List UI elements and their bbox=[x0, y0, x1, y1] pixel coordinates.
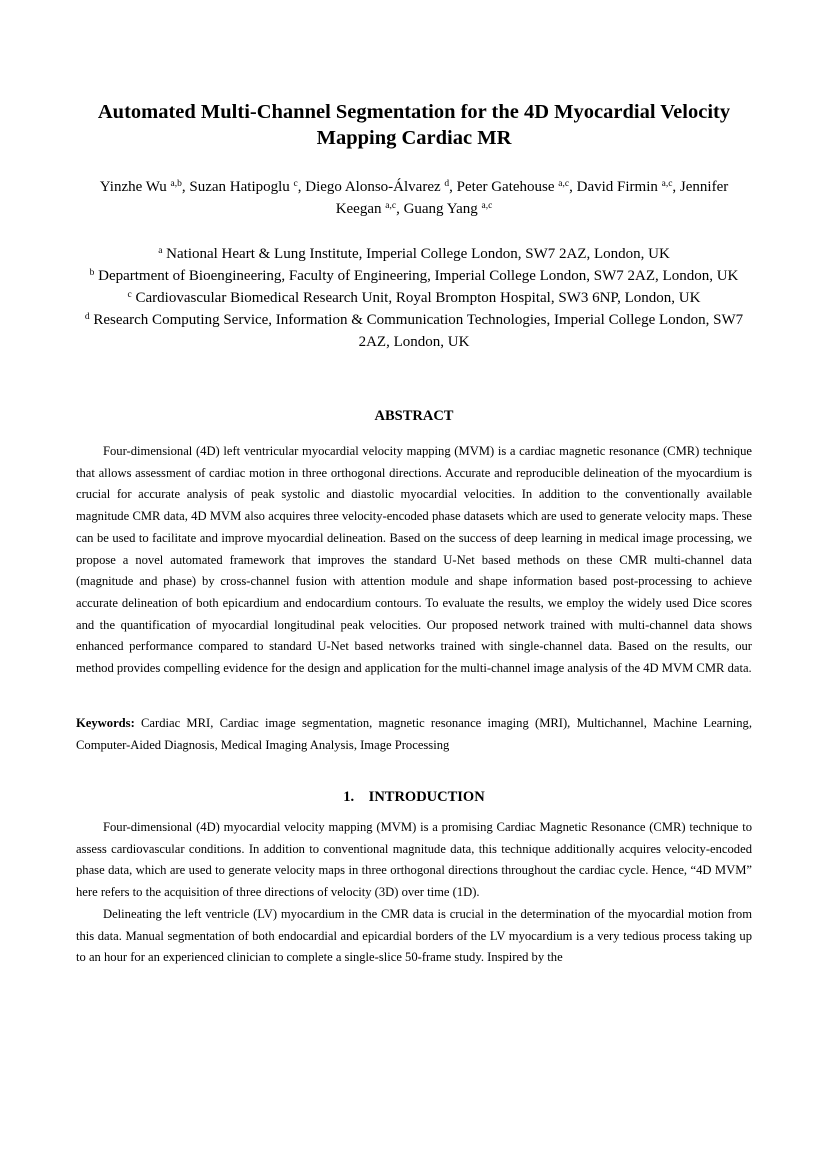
paper-title: Automated Multi-Channel Segmentation for the 4D Myocardial Velocity Mapping Cardiac MR bbox=[97, 101, 731, 149]
affiliation: $^c$ Cardiovascular Biomedical Research Unit, Royal Brompton Hospital, SW3 6NP, London, UK bbox=[127, 290, 701, 306]
author: Guang Yang $^{a,c}$ bbox=[403, 201, 493, 217]
affiliation: $^d$ Research Computing Service, Information & Communication Technologies, Imperial College London, SW7 2AZ, London, UK bbox=[84, 312, 744, 350]
affiliation-list bbox=[76, 243, 752, 353]
affiliation: $^a$ National Heart & Lung Institute, Imperial College London, SW7 2AZ, London, UK bbox=[158, 246, 670, 262]
author: David Firmin $^{a,c}$, bbox=[576, 179, 680, 195]
keywords-label: Keywords: bbox=[76, 716, 135, 730]
affiliation: $^b$ Department of Bioengineering, Faculty of Engineering, Imperial College London, SW7 2AZ, London, UK bbox=[89, 268, 739, 284]
section-heading-introduction: 1. INTRODUCTION bbox=[343, 789, 485, 805]
keywords-text: Cardiac MRI, Cardiac image segmentation, magnetic resonance imaging (MRI), Multichannel, Machine Learning, Computer-Aided Diagnosis, Medical Imaging Analysis, Image Processing bbox=[76, 716, 753, 752]
introduction-body bbox=[76, 817, 752, 969]
keywords bbox=[76, 713, 752, 756]
author: Yinzhe Wu $^{a,b}$, bbox=[99, 179, 190, 195]
intro-paragraph: Four-dimensional (4D) myocardial velocity mapping (MVM) is a promising Cardiac Magnetic Resonance (CMR) technique to assess cardiovascular conditions. In addition to conventional magnitude data, this technique additionally acquires velocity-encoded phase data, which are used to generate velocity maps in three orthogonal directions throughout the cardiac cycle. Hence, “4D MVM” here refers to the acquisition of three directions of velocity (3D) over time (1D). bbox=[76, 820, 752, 900]
author-list bbox=[76, 176, 752, 220]
author: Peter Gatehouse $^{a,c}$, bbox=[456, 179, 577, 195]
abstract-text: Four-dimensional (4D) left ventricular myocardial velocity mapping (MVM) is a cardiac magnetic resonance (CMR) technique that allows assessment of cardiac motion in three orthogonal directions. Accurate and reproducible delineation of the myocardium is crucial for accurate analysis of peak systolic and diastolic myocardial velocities. In addition to the conventionally available magnitude CMR data, 4D MVM also acquires three velocity-encoded phase datasets which are used to generate velocity maps. These can be used to facilitate and improve myocardial delineation. Based on the success of deep learning in medical image processing, we propose a novel automated framework that improves the standard U-Net based methods on these CMR multi-channel data (magnitude and phase) by cross-channel fusion with attention module and shape information based post-processing to achieve accurate delineation of both epicardium and endocardium contours. To evaluate the results, we employ the widely used Dice scores and the quantification of myocardial longitudinal peak velocities. Our proposed network trained with multi-channel data shows enhanced performance compared to standard U-Net based networks trained with single-channel data. Based on the results, our method provides compelling evidence for the design and application for the multi-channel image analysis of the 4D MVM CMR data. bbox=[76, 444, 752, 676]
abstract-heading: ABSTRACT bbox=[374, 408, 454, 424]
author: Jennifer Keegan $^{a,c}$, bbox=[335, 179, 729, 217]
author: Suzan Hatipoglu $^c$, bbox=[189, 179, 306, 195]
intro-paragraph: Delineating the left ventricle (LV) myocardium in the CMR data is crucial in the determination of the myocardial motion from this data. Manual segmentation of both endocardial and epicardial borders of the LV myocardium is a very tedious process taking up to an hour for an experienced clinician to complete a single-slice 50-frame study. Inspired by the bbox=[76, 906, 752, 965]
author: Diego Alonso-Álvarez $^d$, bbox=[305, 179, 457, 195]
